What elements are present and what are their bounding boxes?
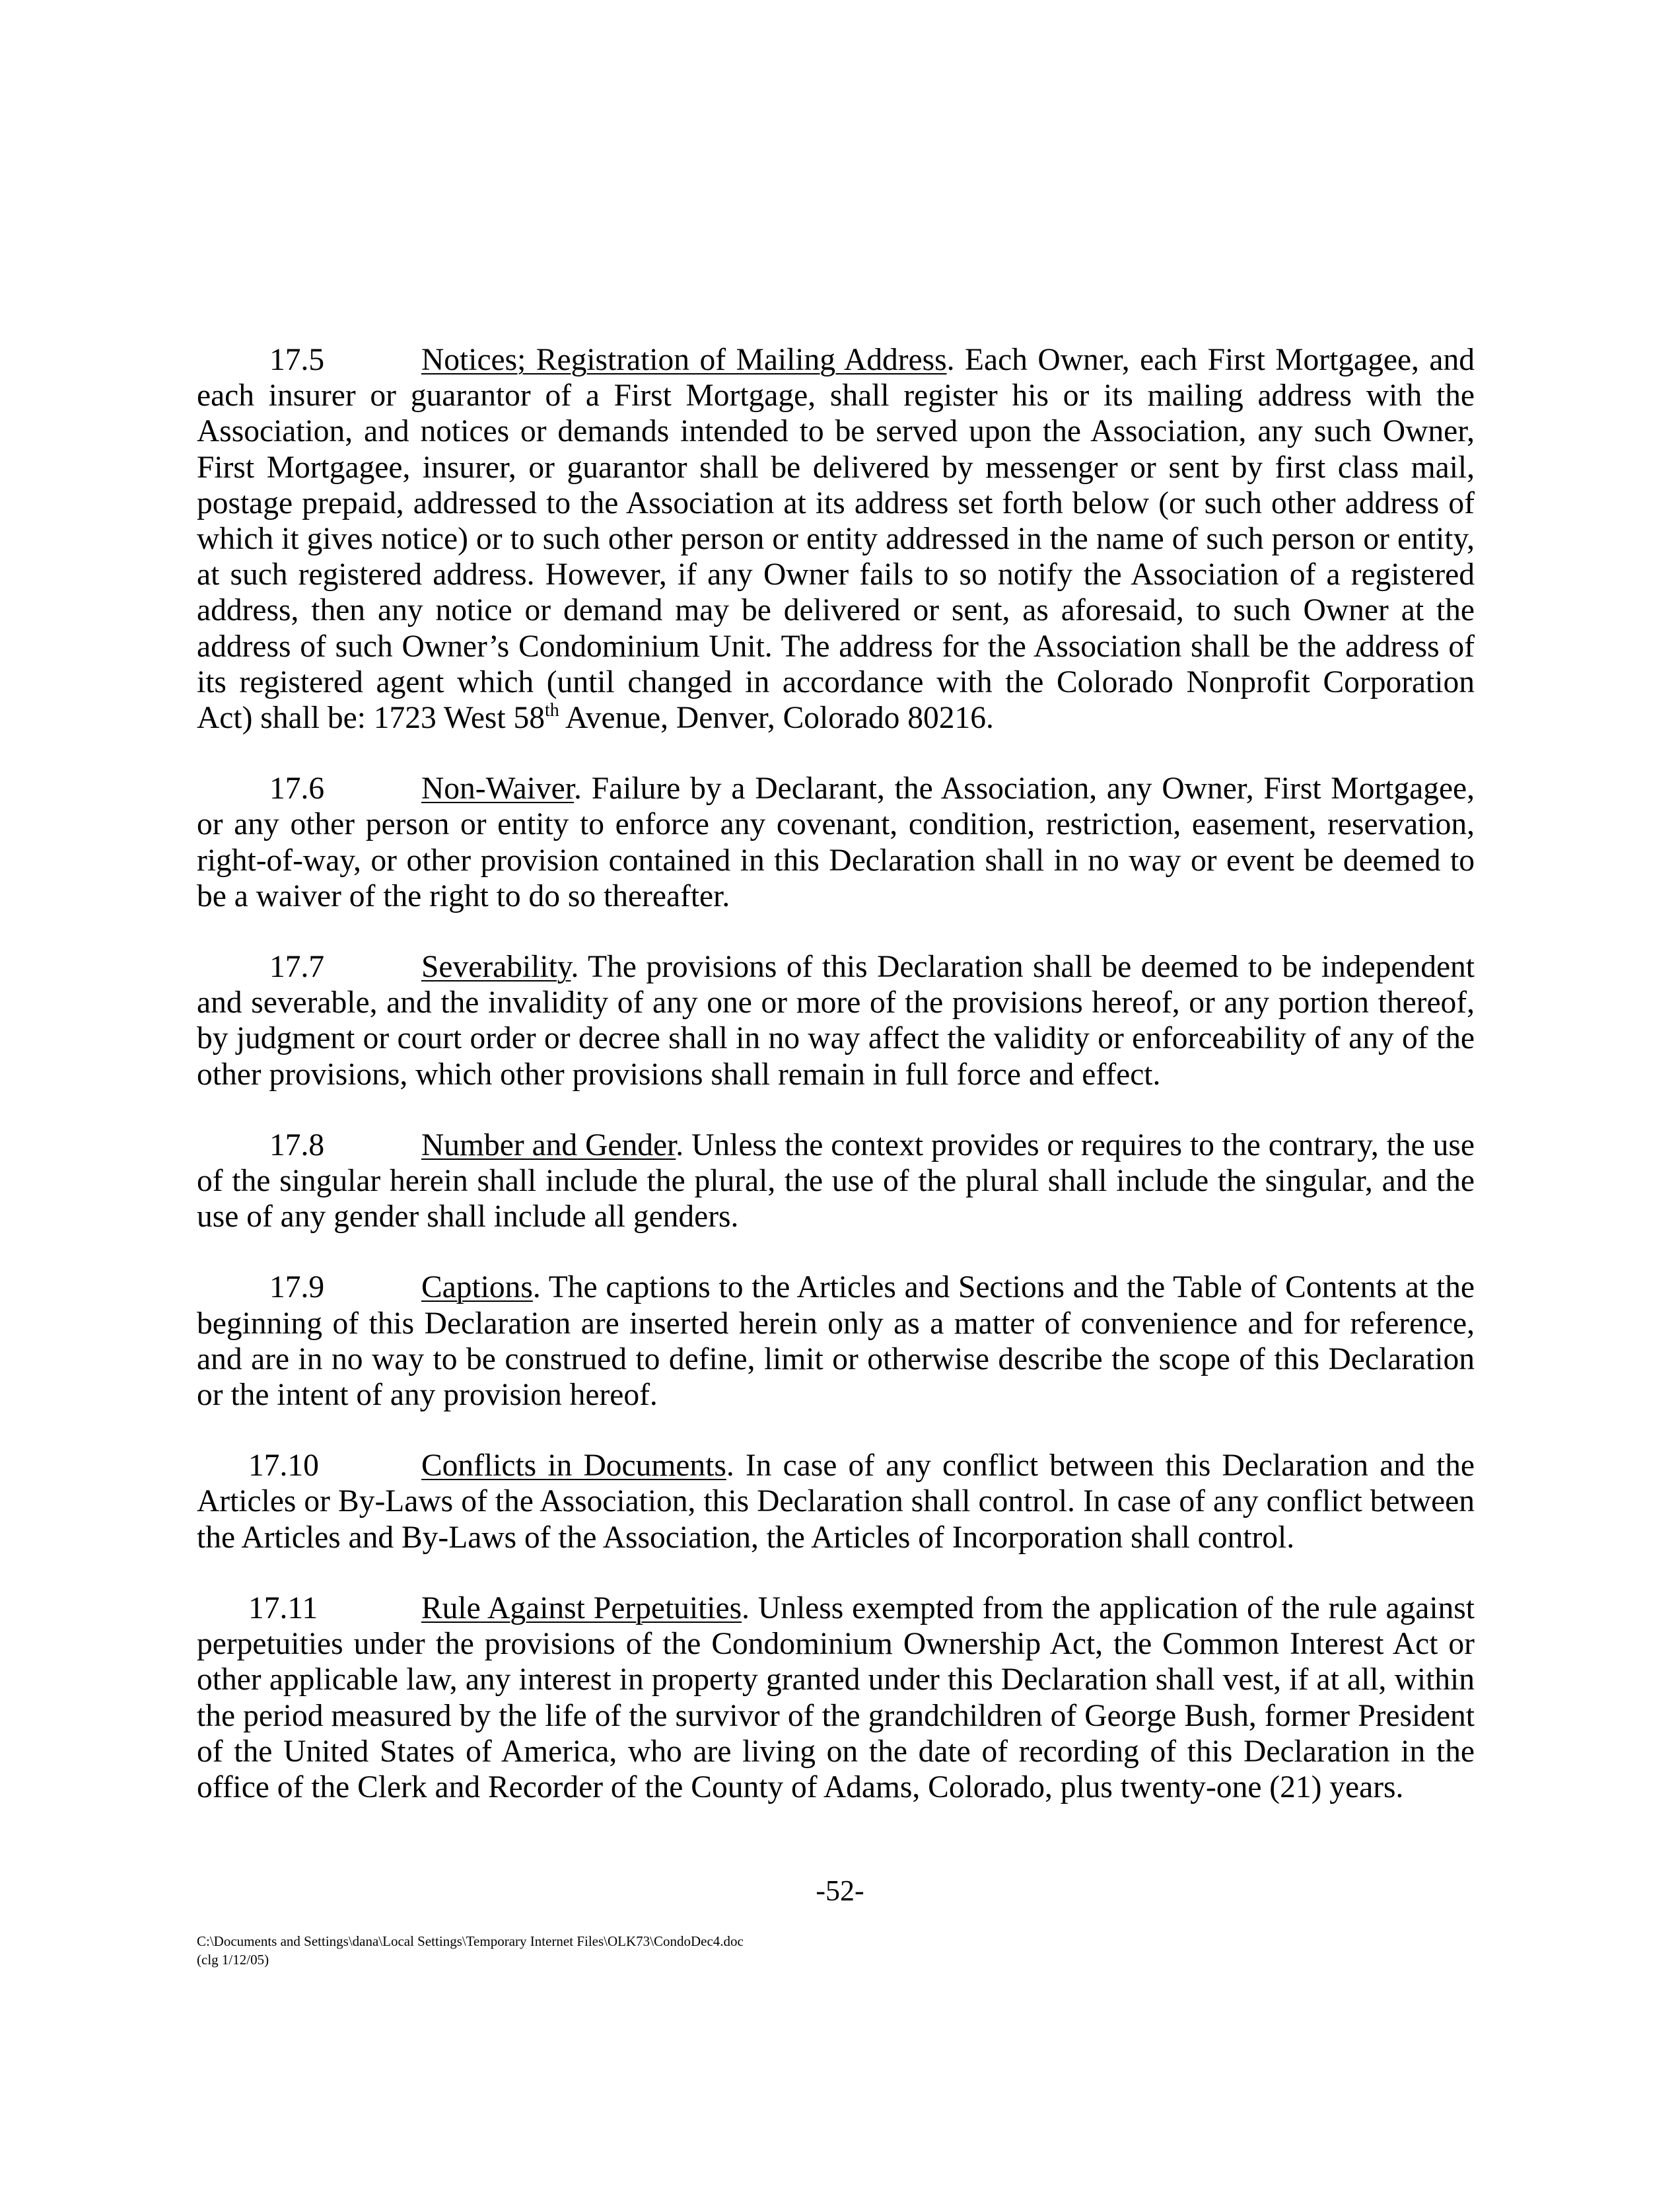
section-17-8	[197, 1127, 1475, 1235]
section-17-9	[197, 1269, 1475, 1413]
section-number: 17.8	[269, 1127, 325, 1162]
ordinal-suffix: th	[544, 700, 559, 721]
section-title: Notices; Registration of Mailing Address	[421, 343, 947, 377]
section-text-end: Avenue, Denver, Colorado 80216.	[559, 701, 994, 736]
section-text: . Failure by a Declarant, the Association, any Owner, First Mortgagee, or any other person or entity to enforce any covenant, condition, restriction, easement, reservation, right-of-way, or other provision contained in this Declaration shall in no way or event be deemed to be a waiver of the right to do so thereafter.	[197, 771, 1475, 913]
section-17-5	[197, 342, 1475, 736]
section-17-6	[197, 771, 1475, 914]
section-title: Conflicts in Documents	[421, 1448, 726, 1483]
section-17-7	[197, 949, 1475, 1092]
document-body	[197, 342, 1475, 1840]
section-title: Non-Waiver	[421, 771, 574, 806]
section-text: . Each Owner, each First Mortgagee, and each insurer or guarantor of a First Mortgage, shall register his or its mailing address with the Association, and notices or demands intended to be served upon the Association, any such Owner, First Mortgagee, insurer, or guarantor shall be delivered by messenger or sent by first class mail, postage prepaid, addressed to the Association at its address set forth below (or such other address of which it gives notice) or to such other person or entity addressed in the name of such person or entity, at such registered address. However, if any Owner fails to so notify the Association of a registered address, then any notice or demand may be delivered or sent, as aforesaid, to such Owner at the address of such Owner’s Condominium Unit. The address for the Association shall be the address of its registered agent which (until changed in accordance with the Colorado Nonprofit Corporation Act) shall be: 1723 West 58	[197, 343, 1475, 736]
section-number: 17.11	[248, 1590, 318, 1625]
section-17-11	[197, 1590, 1475, 1805]
section-text: . The provisions of this Declaration shall be deemed to be independent and severable, and the invalidity of any one or more of the provisions hereof, or any portion thereof, by judgment or court order or decree shall in no way affect the validity or enforceability of any of the other provisions, which other provisions shall remain in full force and effect.	[197, 950, 1475, 1092]
section-title: Severability	[421, 950, 571, 985]
section-title: Rule Against Perpetuities	[421, 1590, 742, 1625]
section-text: . In case of any conflict between this Declaration and the Articles or By-Laws of the Association, this Declaration shall control. In case of any conflict between the Articles and By-Laws of the Association, the Articles of Incorporation shall control.	[197, 1448, 1475, 1555]
section-number: 17.5	[269, 343, 325, 377]
footer-revision: (clg 1/12/05)	[197, 1952, 269, 1968]
document-footer	[197, 1932, 744, 1969]
section-number: 17.9	[269, 1270, 325, 1305]
section-title: Captions	[421, 1270, 533, 1305]
section-title: Number and Gender	[421, 1127, 676, 1162]
section-text: . The captions to the Articles and Sections and the Table of Contents at the beginning of this Declaration are inserted herein only as a matter of convenience and for reference, and are in no way to be construed to define, limit or otherwise describe the scope of this Declaration or the intent of any provision hereof.	[197, 1270, 1475, 1413]
section-number: 17.6	[269, 771, 325, 806]
section-number: 17.7	[269, 950, 325, 985]
section-text: . Unless the context provides or requires to the contrary, the use of the singular herein shall include the plural, the use of the plural shall include the singular, and the use of any gender shall include all genders.	[197, 1127, 1475, 1234]
section-17-10	[197, 1448, 1475, 1555]
section-number: 17.10	[248, 1448, 319, 1483]
footer-file-path: C:\Documents and Settings\dana\Local Settings\Temporary Internet Files\OLK73\CondoDec4.doc	[197, 1933, 744, 1949]
page-number: -52-	[816, 1874, 864, 1907]
section-text: . Unless exempted from the application of the rule against perpetuities under the provisions of the Condominium Ownership Act, the Common Interest Act or other applicable law, any interest in property granted under this Declaration shall vest, if at all, within the period measured by the life of the survivor of the grandchildren of George Bush, former President of the United States of America, who are living on the date of recording of this Declaration in the office of the Clerk and Recorder of the County of Adams, Colorado, plus twenty-one (21) years.	[197, 1590, 1475, 1804]
